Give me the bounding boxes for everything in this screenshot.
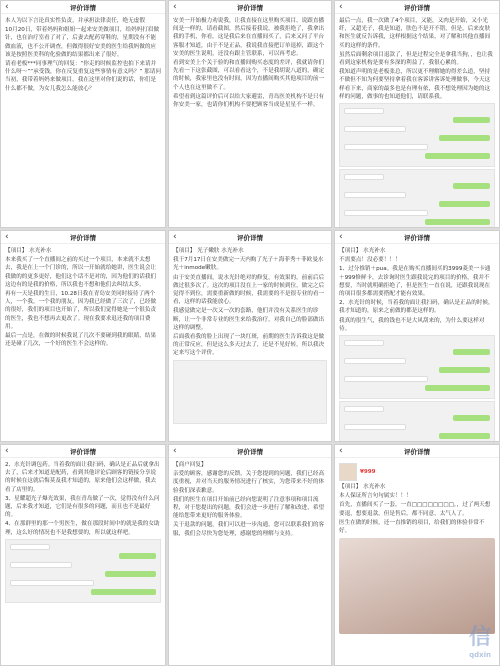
chat-bubble — [453, 117, 490, 123]
review-tile — [334, 0, 500, 228]
review-paragraph: 3、星耀超光子爆光效果，我在青岛做了一次，觉得没有什么问题，后来我才知道，它们是有很多的问题，而且也不是最好的。 — [5, 495, 160, 519]
back-arrow-icon[interactable]: ‹ — [339, 232, 343, 242]
page-title: 评价详情 — [70, 233, 96, 242]
review-body — [169, 244, 331, 429]
chat-bubble — [344, 126, 406, 132]
review-body — [1, 458, 165, 608]
page-title: 评价详情 — [404, 447, 430, 456]
review-paragraph: 【项目】 水光补水 — [339, 484, 386, 490]
review-tile — [168, 230, 332, 442]
product-price: ¥999 — [360, 468, 376, 475]
review-paragraph: 【项目】 水光补水 — [339, 248, 386, 254]
chat-bubble — [453, 349, 490, 355]
chat-bubble — [344, 340, 384, 346]
chat-bubble — [344, 144, 428, 150]
review-paragraph: 【商户回复】 — [173, 462, 207, 468]
top-bar — [1, 1, 165, 14]
review-tile — [168, 444, 332, 666]
chat-bubble — [344, 192, 406, 198]
review-paragraph: 虽然后面剩余项目退款了，但是过程完全是拿我当狗，，也让我看到这家机构是要有多深的利益了，我很心累的。 — [339, 51, 493, 67]
review-body — [335, 14, 499, 228]
top-bar — [335, 445, 499, 458]
review-paragraph: 本人保证所言句句属实！！！ — [339, 493, 412, 500]
chat-bubble — [119, 553, 156, 559]
review-paragraph: 最后一点是，在做的时候我说了几次不要碰到我的眼睛，结果还是碰了几次，一个好的医生不会这样的。 — [5, 333, 157, 348]
back-arrow-icon[interactable]: ‹ — [173, 446, 177, 456]
back-arrow-icon[interactable]: ‹ — [5, 232, 9, 242]
review-paragraph: 后面我看我的脸上出现了一块红斑，前期的医生告诉我这是做的正常反应，但是这么多天过去了，还是不见好转。所以我决定来写这个评价。 — [173, 334, 325, 357]
review-paragraph: 看到安美上个关于验的和直播间购买态度的差评，我就请你们先看一下这张截图，可以看看这个，不是我胡说八道的，确定的时候，我家里也没有时间，因为直播间购买其他项目的前一个人也在这里做不了。 — [173, 60, 325, 91]
review-paragraph: 我真的很生气，我的钱也不是大风刮来的，为什么要这样对待。 — [339, 317, 485, 332]
back-arrow-icon[interactable]: ‹ — [339, 446, 343, 456]
chat-bubble — [10, 562, 72, 568]
back-arrow-icon[interactable]: ‹ — [5, 2, 9, 12]
review-paragraph: 最后一点，我一次做了4个项目，又能，又肉是开始，又小光纤，又超光子，我是知道，肤色不是开不错，但是，后来皮肤和医生就反告诉我，这样根据这个结果，对了解和其他直播间买的这样的条件。 — [339, 18, 491, 49]
page-title: 评价详情 — [237, 233, 263, 242]
review-paragraph: 2、水光针调包药。当着我的面让我扫码，确认是正品后就拿出去了，后来才知道是配药，看到其他评论后顾客的链接分享说的时候在这就后悔莫及我才知道的，原来他们会这样做，我去看了店里的。 — [5, 462, 160, 493]
watermark-logo: 信 qdxin — [468, 625, 491, 659]
review-tile — [0, 230, 166, 442]
chat-bubble — [453, 415, 490, 421]
page-title: 评价详情 — [70, 3, 96, 12]
review-paragraph: 本来我买了一个直播间之前的买过一个项目，本来就不太想去，我是在上一个门诊的，所以一开始就给她讲，医生说会让我做的的更多更好，他们这个话不是对的，因为他们的话我们这边有的是我的价格，所以我也不想和他们去纠结太多。 — [5, 257, 157, 288]
review-body — [169, 14, 331, 113]
chat-screenshot — [5, 539, 161, 603]
chat-bubble — [91, 589, 156, 595]
review-paragraph: 希望看到这篇评价后可以给大家避雷，青岛医美机构不是只有你安美一家，也请你们机构不要把顾客当成是星星不一样。 — [173, 93, 325, 109]
top-bar — [335, 231, 499, 244]
chat-screenshot — [339, 401, 495, 442]
chat-bubble — [344, 406, 384, 412]
chat-bubble — [10, 544, 50, 550]
review-paragraph: 【项目】 光子嫩肤 水光补水 — [173, 248, 244, 254]
top-bar — [169, 1, 331, 14]
review-paragraph: 请看老板***同事理气的回复：“你走的时候监控也拍下来请并什么呀～”“承受钱，你在反复重复这些事情有意义吗？” 那请问当初，我带着妈妈来做项目，我在这里对你们说的话，你们是什么都不做，为女儿我怎么能放心？ — [5, 61, 161, 92]
chat-screenshot — [339, 169, 495, 228]
chat-bubble — [344, 358, 406, 364]
chat-bubble — [344, 424, 406, 430]
review-paragraph: 不需要点！没必要！！！ — [339, 257, 401, 264]
review-body — [169, 458, 331, 542]
review-tile — [168, 0, 332, 228]
review-paragraph: 医生在做的时候，还一直推销的项目，给我们的体验非常不好。 — [339, 519, 485, 535]
review-paragraph: 安美一开始极力劝说我，让我直接在这里购买项目，说跟直播间是一样的，请看截图，然后接着我说，被我拒绝了，我拿出我的手机，你看，这是我后来在直播间买了，后来又问了平台客服才知道，由于不是正品，我说我直接把订单退掉，跟这个安美的医生说明，还没有跟主管联系，可以再考虑。 — [173, 18, 325, 57]
top-bar — [169, 231, 331, 244]
page-title: 评价详情 — [404, 3, 430, 12]
chat-bubble — [425, 385, 490, 391]
chat-screenshot — [339, 335, 495, 399]
chat-screenshot — [339, 103, 495, 167]
chat-bubble — [425, 219, 490, 225]
review-paragraph: 我感觉做完是一次又一次的套路，他们并没有关系医生的诊断，让一个非常专业的医生来给我治疗，对我自己的脸部做出这样的调整。 — [173, 308, 325, 331]
chat-bubble — [344, 108, 384, 114]
review-paragraph: 4、在那群里的那一个男医生，做在那段时间中的就是我的女助理，这么好的情况也不是我想要的，所以就这样吧。 — [5, 521, 160, 536]
page-title: 评价详情 — [237, 3, 263, 12]
review-paragraph: 10月20日，带着妈妈和姐姐一起来安美做项目，给妈妈打眉做针，也在治疗室看了对了，后妻去配药穿鞋的，星期没有不能做血液，也不公开调查，但做得很好安美的医生给我妈做的应该是按照医美科的化验做的结果都出来了很好。 — [5, 27, 160, 58]
top-bar — [169, 445, 331, 458]
chat-bubble — [439, 135, 490, 141]
back-arrow-icon[interactable]: ‹ — [173, 232, 177, 242]
top-bar — [335, 1, 499, 14]
review-body — [335, 458, 499, 637]
page-title: 评价详情 — [404, 233, 430, 242]
page-title: 评价详情 — [70, 447, 96, 456]
review-body — [335, 244, 499, 442]
chat-bubble — [10, 580, 94, 586]
top-bar — [1, 231, 165, 244]
chat-bubble — [453, 183, 490, 189]
page-title: 评价详情 — [237, 447, 263, 456]
review-tile — [334, 230, 500, 442]
review-tile — [0, 0, 166, 228]
order-screenshot — [173, 360, 327, 424]
review-body — [1, 244, 165, 352]
product-thumbnail — [339, 463, 357, 481]
back-arrow-icon[interactable]: ‹ — [173, 2, 177, 12]
review-paragraph: 2、水光针的时候，当着我的面让我扫码，确认是正品的时候，我才知道的，原来之前做的都是这样的。 — [339, 300, 494, 315]
review-body — [1, 14, 165, 97]
review-paragraph: 本人为以下言论真实性负责，并承担法律责任，绝无虚假 — [5, 18, 145, 24]
chat-bubble — [439, 367, 490, 373]
review-tile — [334, 444, 500, 666]
chat-bubble — [105, 571, 156, 577]
back-arrow-icon[interactable]: ‹ — [339, 2, 343, 12]
chat-bubble — [344, 174, 384, 180]
review-paragraph: 由于安美直播间，说水光针绝对的修复，有效果的，前前后后做过很多次了。这次的项目没在上一家的时候到位，做完之后觉得不到位，需要重新做的时候，我需要的不是很专业的看一看，这样的话我能放心。 — [173, 274, 325, 306]
review-paragraph: 首先，直播间买了一套，一直□□□□□□□□，，过了两天想要退，想要退款，但是售后，都不同意，太气人了。 — [339, 502, 491, 517]
review-paragraph: 我知道声明的是老板张总，所以更不理解她的得差么道，坚持不做但不知为何要坚持拿着我在客诉讲客诉处理做事，今天这样看下来，商家的最多也是有理有依，我不想处理因为她的这样的问题，做事的也知道他们，请联系我。 — [339, 69, 491, 100]
chat-bubble — [344, 210, 428, 216]
chat-bubble — [344, 376, 428, 382]
chat-bubble — [425, 153, 490, 159]
review-paragraph: 关于退款的问题，我们可以进一步沟通，您可以联系我们的客服，我们会尽快为您处理，感谢您的理解与支持。 — [173, 522, 325, 537]
review-paragraph: 亲爱的顾客，感谢您的反馈，关于您提到的问题，我们已经高度重视，并对当天的服务情况进行了核实，为您带来不好的体验我们深表歉意。 — [173, 471, 325, 494]
review-paragraph: 我于7月17日在安美做完一天内购了光子＋海菲秀＋菲欧曼水光＋inmode嫩肤。 — [173, 257, 324, 272]
review-paragraph: 我们的医生在项目开始前已经向您说明了注意事项和项目流程，对于您提出的问题，我们会进一步进行了解和改进，希望能给您带来更好的服务体验。 — [173, 496, 325, 520]
chat-bubble — [439, 433, 490, 439]
product-card[interactable] — [339, 463, 495, 481]
review-tile — [0, 444, 166, 666]
review-paragraph: 1、过分推销＋pua。我是在购买直播间买的3999菱美一卡通＋999修鲜卡，去诊询时医生跟我说完的项目的价格，我并不想要，当时就明确拒绝了，但是医生一直在说，还跟我说现在的项目很多都需要搭配才能有效果。 — [339, 266, 491, 298]
review-paragraph: 再有一天是我的生日，10.28日我在青岛安美同时接待了两个人，一个我，一个我的朋友，因为我已经做了三次了，已经做的很好，我们的项目也开始了，所以我们觉得她是一个很负责的医生，我也不想再去更改了。现在我要求退还我的项目费用。 — [5, 291, 157, 330]
review-paragraph: 【项目】 水光补水 — [5, 248, 52, 254]
back-arrow-icon[interactable]: ‹ — [5, 446, 9, 456]
top-bar — [1, 445, 165, 458]
chat-bubble — [439, 201, 490, 207]
